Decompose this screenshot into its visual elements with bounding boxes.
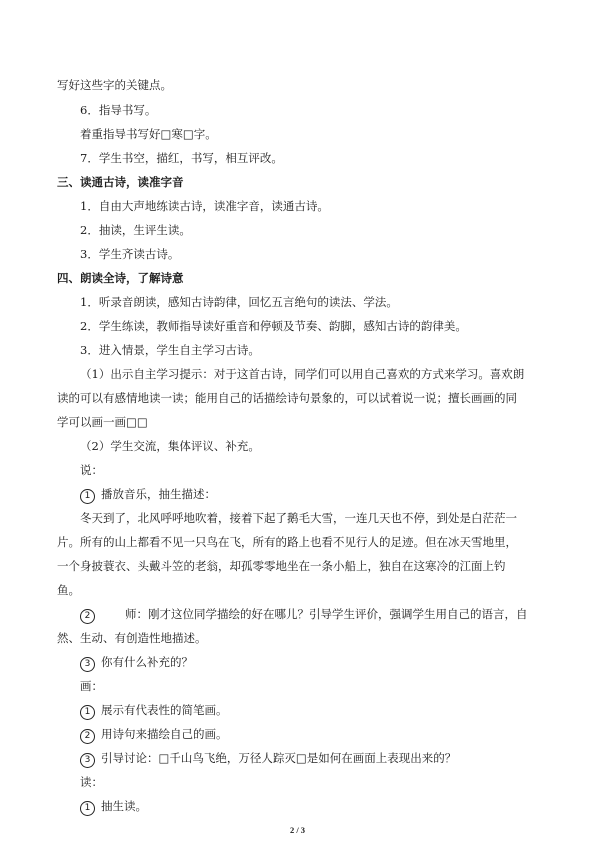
list-item bbox=[80, 607, 560, 624]
list-item bbox=[80, 703, 560, 720]
paragraph-line: 写好这些字的关键点。 bbox=[57, 78, 172, 92]
paragraph-line: 读的可以有感情地读一读；能用自己的话描绘诗句景象的，可以试着说一说；擅长画画的同 bbox=[57, 391, 517, 405]
list-item: 1．自由大声地练读古诗，读准字音，读通古诗。 bbox=[80, 199, 329, 213]
paragraph-line: 然、生动、有创造性地描述。 bbox=[57, 631, 207, 645]
list-item: 6．指导书写。 bbox=[80, 103, 157, 117]
circled-number: 2 bbox=[80, 729, 95, 744]
list-item: 2．抽读，生评生读。 bbox=[80, 223, 191, 237]
page-number: 2 / 3 bbox=[289, 825, 306, 835]
circled-number: 3 bbox=[80, 657, 95, 672]
paragraph-line: （2）学生交流，集体评议、补充。 bbox=[80, 439, 260, 453]
paragraph-line: 一个身披蓑衣、头戴斗笠的老翁，却孤零零地坐在一条小船上，独自在这寒冷的江面上钓 bbox=[57, 559, 506, 573]
list-item-text: 师：刚才这位同学描绘的好在哪儿？引导学生评价，强调学生用自己的语言，自 bbox=[125, 607, 528, 621]
paragraph-line: 片。所有的山上都看不见一只鸟在飞，所有的路上也看不见行人的足迹。但在冰天雪地里， bbox=[57, 535, 517, 549]
list-item-text: 展示有代表性的简笔画。 bbox=[101, 703, 228, 717]
circled-number: 1 bbox=[80, 489, 95, 504]
list-item-text: 抽生读。 bbox=[101, 799, 147, 813]
subheading-read: 读： bbox=[80, 775, 103, 789]
list-item-text: 播放音乐，抽生描述： bbox=[101, 487, 216, 501]
list-item-text: 引导讨论：□千山鸟飞绝，万径人踪灭□是如何在画面上表现出来的？ bbox=[101, 751, 457, 765]
list-item-text: 你有什么补充的？ bbox=[101, 655, 193, 669]
list-item bbox=[80, 487, 560, 504]
list-item: 1．听录音朗读，感知古诗韵律，回忆五言绝句的读法、学法。 bbox=[80, 295, 398, 309]
subheading-draw: 画： bbox=[80, 679, 103, 693]
list-item: 7．学生书空，描红，书写，相互评改。 bbox=[80, 151, 283, 165]
circled-number: 1 bbox=[80, 801, 95, 816]
list-item: 3．学生齐读古诗。 bbox=[80, 247, 180, 261]
subheading-say: 说： bbox=[80, 463, 103, 477]
circled-number: 2 bbox=[80, 609, 95, 624]
paragraph-line: 冬天到了，北风呼呼地吹着，接着下起了鹅毛大雪，一连几天也不停，到处是白茫茫一 bbox=[80, 511, 517, 525]
list-item bbox=[80, 799, 560, 816]
list-item: 3．进入情景，学生自主学习古诗。 bbox=[80, 343, 260, 357]
list-item bbox=[80, 655, 560, 672]
paragraph-line: 着重指导书写好□寒□字。 bbox=[80, 127, 217, 141]
list-item: 2．学生练读，教师指导读好重音和停顿及节奏、韵脚，感知古诗的韵律美。 bbox=[80, 319, 467, 333]
list-item-text: 用诗句来描绘自己的画。 bbox=[101, 727, 228, 741]
list-item bbox=[80, 727, 560, 744]
paragraph-line: 学可以画一画□□ bbox=[57, 415, 148, 429]
circled-number: 1 bbox=[80, 705, 95, 720]
list-item bbox=[80, 751, 560, 768]
circled-number: 3 bbox=[80, 753, 95, 768]
section-heading: 三、读通古诗，读准字音 bbox=[57, 175, 184, 189]
section-heading: 四、朗读全诗，了解诗意 bbox=[57, 271, 184, 285]
paragraph-line: （1）出示自主学习提示：对于这首古诗，同学们可以用自己喜欢的方式来学习。喜欢朗 bbox=[80, 367, 525, 381]
paragraph-line: 鱼。 bbox=[57, 583, 80, 597]
